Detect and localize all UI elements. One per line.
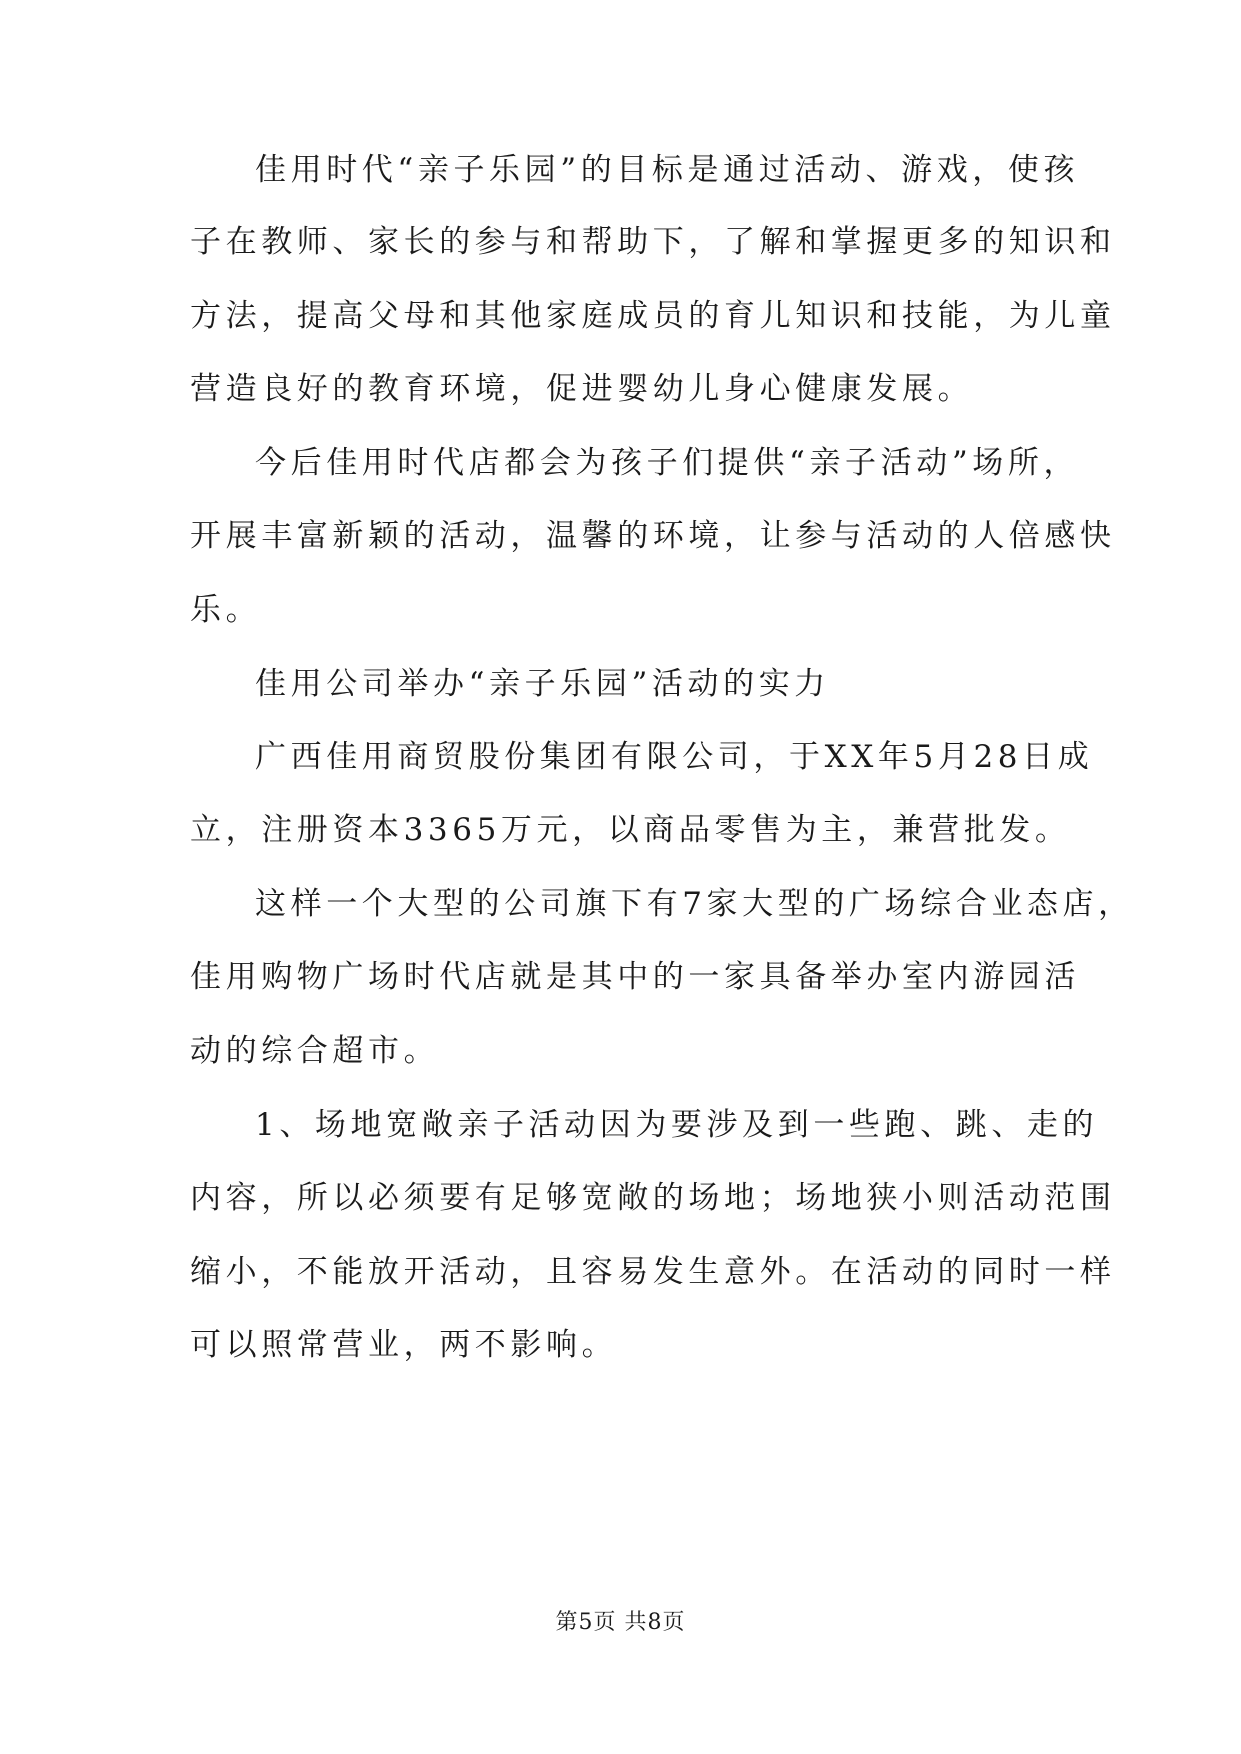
paragraph-line: 佳用时代“亲子乐园”的目标是通过活动、游戏，使孩	[255, 152, 1080, 188]
paragraph-line: 营造良好的教育环境，促进婴幼儿身心健康发展。	[190, 371, 974, 407]
paragraph-line: 子在教师、家长的参与和帮助下，了解和掌握更多的知识和	[190, 224, 1116, 260]
paragraph-line: 这样一个大型的公司旗下有7家大型的广场综合业态店，	[255, 886, 1134, 922]
paragraph-line: 开展丰富新颖的活动，温馨的环境，让参与活动的人倍感快	[190, 518, 1116, 554]
paragraph-line: 内容，所以必须要有足够宽敞的场地；场地狭小则活动范围	[190, 1180, 1116, 1216]
paragraph-line: 乐。	[190, 592, 262, 628]
paragraph-line: 今后佳用时代店都会为孩子们提供“亲子活动”场所，	[255, 445, 1080, 481]
paragraph-line: 广西佳用商贸股份集团有限公司，于XX年5月28日成	[255, 739, 1094, 775]
paragraph-line: 可以照常营业，两不影响。	[190, 1327, 618, 1363]
paragraph-line: 1、场地宽敞亲子活动因为要涉及到一些跑、跳、走的	[255, 1107, 1099, 1143]
paragraph-line: 动的综合超市。	[190, 1033, 440, 1069]
section-heading: 佳用公司举办“亲子乐园”活动的实力	[255, 666, 830, 702]
page-number-footer: 第5页 共8页	[555, 1610, 686, 1635]
paragraph-line: 立，注册资本3365万元，以商品零售为主，兼营批发。	[190, 812, 1071, 848]
paragraph-line: 缩小，不能放开活动，且容易发生意外。在活动的同时一样	[190, 1254, 1116, 1290]
paragraph-line: 方法，提高父母和其他家庭成员的育儿知识和技能，为儿童	[190, 298, 1116, 334]
paragraph-line: 佳用购物广场时代店就是其中的一家具备举办室内游园活	[190, 959, 1080, 995]
